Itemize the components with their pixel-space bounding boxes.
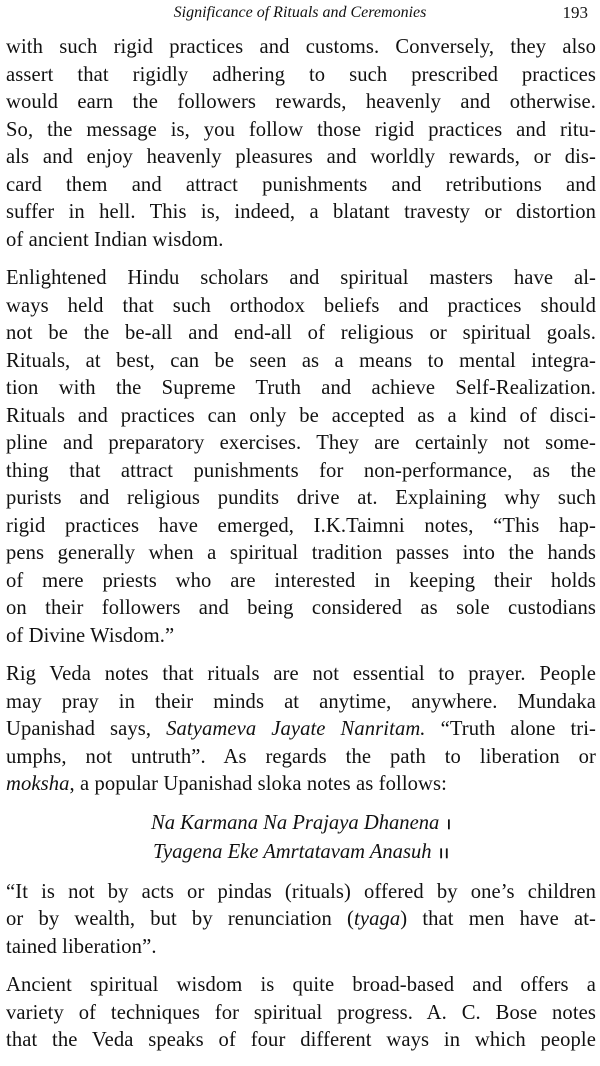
verse-line [6,839,596,869]
text-line: als and enjoy heavenly pleasures and worldly rewards, or dis- [6,146,596,168]
text-line: of ancient Indian wisdom. [6,228,224,251]
text-line: So, the message is, you follow those rigid practices and ritu- [6,118,596,141]
text-run: or by wealth, but by renunciation ( [6,908,355,930]
sanskrit-term: tyaga [354,908,401,930]
text-line: purists and religious pundits drive at. Explaining why such [6,487,596,509]
verse-text: Na Karmana Na Prajaya Dhanena [151,811,440,834]
text-line: rigid practices have emerged, I.K.Taimni notes, “This hap- [6,514,596,537]
paragraph-4 [6,879,596,962]
text-line: Rituals and practices can only be accepted as a kind of disci- [6,404,596,427]
text-line: on their followers and being considered as sole custodians [6,597,596,619]
sloka-verse [6,810,596,869]
verse-line [6,810,596,840]
text-line: Enlightened Hindu scholars and spiritual masters have al- [6,267,596,289]
paragraph-2 [6,265,596,650]
text-line [6,906,596,934]
text-line: may pray in their minds at anytime, anywhere. Mundaka [6,690,596,713]
text-line: Rig Veda notes that rituals are not essential to prayer. People [6,663,596,685]
running-title: Significance of Rituals and Ceremonies [173,4,427,21]
sanskrit-term: moksha [6,773,70,795]
text-line: card them and attract punishments and retributions and [6,173,596,196]
text-line: Ancient spiritual wisdom is quite broad-based and offers a [6,974,596,996]
text-line: pline and preparatory exercises. They are certainly not some- [6,432,596,454]
text-line: that the Veda speaks of four different ways in which people [6,1029,596,1051]
text-line: ways held that such orthodox beliefs and practices should [6,294,596,317]
double-danda-mark: ।। [437,846,449,862]
text-line: would earn the followers rewards, heavenly and otherwise. [6,91,596,113]
verse-text: Tyagena Eke Amrtatavam Anasuh [153,841,432,863]
sanskrit-quote: Satyameva Jayate Nanritam. [166,718,426,740]
text-line: thing that attract punishments for non-performance, as the [6,459,596,482]
paragraph-1 [6,34,596,254]
text-line: tion with the Supreme Truth and achieve Self-Realization. [6,377,596,399]
page-number: 193 [562,3,588,22]
text-run: “Truth alone tri- [440,718,597,740]
paragraph-5 [6,972,596,1055]
page-header [0,2,600,28]
text-run: Upanishad says, [6,718,152,740]
paragraph-3 [6,661,596,799]
text-run: , a popular Upanishad sloka notes as follows: [69,773,447,795]
text-line: Rituals, at best, can be seen as a means to mental integra- [6,349,596,372]
text-line: with such rigid practices and customs. Conversely, they also [6,36,596,58]
text-line [6,716,596,744]
text-line: “It is not by acts or pindas (rituals) offered by one’s children [6,880,596,903]
text-run: ) that men have at- [400,908,596,930]
text-line: umphs, not untruth”. As regards the path to liberation or [6,745,596,768]
body-text [6,34,596,1066]
danda-mark: । [445,816,451,833]
text-line [6,771,596,799]
text-line: pens generally when a spiritual tradition passes into the hands [6,542,596,564]
text-line: assert that rigidly adhering to such prescribed practices [6,63,596,86]
text-line: of Divine Wisdom.” [6,624,175,647]
text-line: suffer in hell. This is, indeed, a blatant travesty or distortion [6,201,596,223]
text-line: variety of techniques for spiritual progress. A. C. Bose notes [6,1001,596,1024]
text-line: tained liberation”. [6,935,157,958]
text-line: of mere priests who are interested in keeping their holds [6,569,596,592]
text-line: not be the be-all and end-all of religious or spiritual goals. [6,322,596,344]
